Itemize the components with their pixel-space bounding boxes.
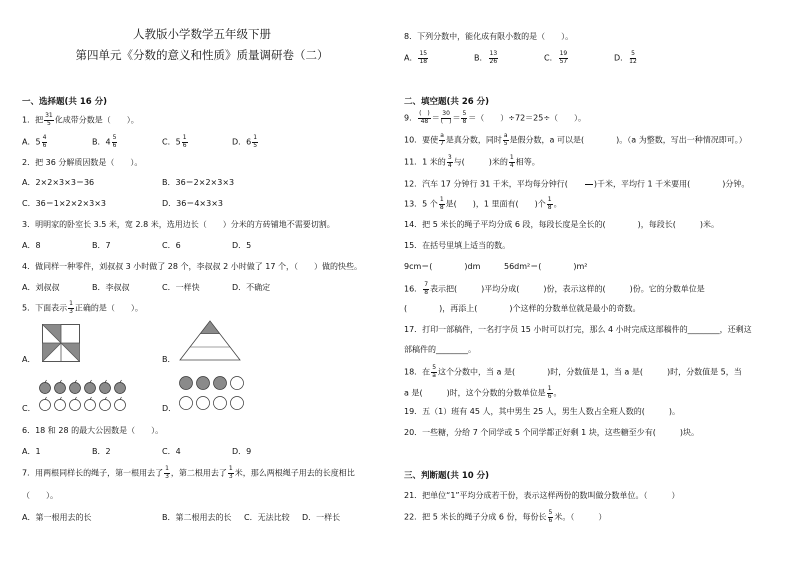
q2-option-b[interactable]: B．36＝2×2×3×3 bbox=[162, 178, 235, 187]
section-judge-heading: 三、判断题(共 10 分) bbox=[404, 471, 490, 481]
question-11: 11．1 米的 $\frac{3}{4}$ 与( )米的 $\frac{1}{4}$ 相等。 bbox=[404, 154, 540, 169]
section-fill-heading: 二、填空题(共 26 分) bbox=[404, 97, 490, 107]
q2-option-d[interactable]: D．36＝4×3×3 bbox=[162, 199, 224, 208]
q1-option-b[interactable]: B．4 $\frac{5}{6}$ bbox=[92, 134, 117, 149]
question-15-item-a: 9cm＝( )dm bbox=[404, 262, 481, 271]
q6-option-a[interactable]: A．1 bbox=[22, 447, 41, 456]
question-16: 16． $\frac{7}{8}$ 表示把( )平均分成( )份，表示这样的( )份。它的分数单位是 bbox=[404, 281, 705, 296]
question-3: 3．明明家的卧室长 3.5 米，宽 2.8 米，选用边长（ ）分米的方砖铺地不需要切割。 bbox=[22, 220, 335, 229]
apple-stem bbox=[90, 380, 92, 383]
question-20: 20．一些糖，分给 7 个同学或 5 个同学都正好剩 1 块，这些糖至少有( )块。 bbox=[404, 428, 699, 437]
question-18: 18．在 $\frac{5}{a}$ 这个分数中，当 a 是( )时，分数值是 1，当 a 是( )时，分数值是 5，当 bbox=[404, 364, 742, 379]
apple-stem bbox=[60, 380, 62, 383]
circle-shape bbox=[197, 397, 210, 410]
circle-shape bbox=[231, 377, 244, 390]
page-title: 人教版小学数学五年级下册 bbox=[133, 27, 271, 41]
apple-stem bbox=[75, 380, 77, 383]
apple-icon bbox=[100, 383, 111, 394]
q3-option-a[interactable]: A．8 bbox=[22, 241, 41, 250]
apple-stem bbox=[120, 380, 122, 383]
q3-option-b[interactable]: B．7 bbox=[92, 241, 111, 250]
page-subtitle: 第四单元《分数的意义和性质》质量调研卷（二） bbox=[75, 48, 329, 62]
question-5: 5．下面表示 $\frac{1}{3}$ 正确的是（ ）。 bbox=[22, 300, 143, 315]
q5-option-b[interactable]: B． bbox=[162, 355, 176, 364]
question-21: 21．把单位“1”平均分成若干份，表示这样两份的数叫做分数单位。（ ） bbox=[404, 491, 680, 500]
section-choice-heading: 一、选择题(共 16 分) bbox=[22, 97, 108, 107]
q7-option-a[interactable]: A．第一根用去的长 bbox=[22, 513, 92, 522]
apple-icon bbox=[70, 383, 81, 394]
question-14: 14．把 5 米长的绳子平均分成 6 段，每段长度是全长的( )，每段长( )米。 bbox=[404, 220, 720, 229]
question-19: 19．五（1）班有 45 人，其中男生 25 人，男生人数占全班人数的( )。 bbox=[404, 407, 681, 416]
q5-option-d[interactable]: D． bbox=[162, 404, 177, 413]
circle-shape bbox=[180, 377, 193, 390]
apple-stem bbox=[90, 397, 92, 400]
question-16-line2: ( )，再添上( )个这样的分数单位就是最小的奇数。 bbox=[404, 304, 641, 313]
question-12: 12．汽车 17 分钟行 31 千米，平均每分钟行( )千米，平均行 1 千米要用( )分钟。 bbox=[404, 177, 749, 191]
question-9: 9． $\frac{( )}{48}$ ＝ $\frac{30}{( )}$ ＝ $\frac{5}{8}$ ＝（ ）÷72＝25÷（ ）。 bbox=[404, 110, 587, 125]
question-7: 7．用两根同样长的绳子，第一根用去了 $\frac{1}{3}$ ，第二根用去了 $\frac{1}{3}$ 米，那么两根绳子用去的长度相比 bbox=[22, 465, 355, 480]
q8-option-b[interactable]: B． $\frac{13}{26}$ bbox=[474, 50, 498, 65]
q4-option-a[interactable]: A．刘叔叔 bbox=[22, 283, 60, 292]
q3-option-d[interactable]: D．5 bbox=[232, 241, 252, 250]
apple-stem bbox=[120, 397, 122, 400]
circle-shape bbox=[197, 377, 210, 390]
q6-option-c[interactable]: C．4 bbox=[162, 447, 181, 456]
q5-option-c[interactable]: C． bbox=[22, 404, 36, 413]
q1-option-d[interactable]: D．6 $\frac{1}{5}$ bbox=[232, 134, 258, 149]
circle-shape bbox=[231, 397, 244, 410]
apple-icon bbox=[85, 383, 96, 394]
q4-option-c[interactable]: C．一样快 bbox=[162, 283, 200, 292]
question-15-item-b: 56dm²＝( )m² bbox=[504, 262, 588, 271]
q6-option-b[interactable]: B．2 bbox=[92, 447, 111, 456]
circle-shape bbox=[214, 397, 227, 410]
apple-stem bbox=[45, 380, 47, 383]
apple-stem bbox=[105, 380, 107, 383]
q5-circles-figure bbox=[178, 374, 248, 414]
q5-option-a[interactable]: A． bbox=[22, 355, 36, 364]
q5-triangle-figure bbox=[178, 320, 242, 362]
q4-option-b[interactable]: B．李叔叔 bbox=[92, 283, 130, 292]
question-6: 6．18 和 28 的最大公因数是（ ）。 bbox=[22, 426, 164, 435]
apple-icon bbox=[40, 383, 51, 394]
question-10: 10．要使 $\frac{a}{7}$ 是真分数，同时 $\frac{a}{5}$ 是假分数，a 可以是( )。（a 为整数，写出一种情况即可。） bbox=[404, 132, 747, 147]
q7-option-d[interactable]: D．一样长 bbox=[302, 513, 341, 522]
apple-stem bbox=[45, 397, 47, 400]
q8-option-d[interactable]: D． $\frac{5}{12}$ bbox=[614, 50, 637, 65]
apple-icon bbox=[55, 383, 66, 394]
q3-option-c[interactable]: C．6 bbox=[162, 241, 181, 250]
q7-option-b[interactable]: B．第二根用去的长 bbox=[162, 513, 232, 522]
question-13: 13．5 个 $\frac{1}{8}$ 是( )，1 里面有( )个 $\frac{1}{8}$ 。 bbox=[404, 196, 562, 211]
q7-option-c[interactable]: C．无法比较 bbox=[244, 513, 290, 522]
q6-option-d[interactable]: D．9 bbox=[232, 447, 252, 456]
circle-shape bbox=[214, 377, 227, 390]
apple-stem bbox=[60, 397, 62, 400]
q1-option-a[interactable]: A．5 $\frac{4}{6}$ bbox=[22, 134, 47, 149]
q5-apples-figure bbox=[38, 379, 130, 415]
apple-icon bbox=[70, 400, 81, 411]
q1-option-c[interactable]: C．5 $\frac{1}{6}$ bbox=[162, 134, 187, 149]
q2-option-a[interactable]: A．2×2×3×3＝36 bbox=[22, 178, 95, 187]
question-8: 8．下列分数中，能化成有限小数的是（ ）。 bbox=[404, 32, 574, 41]
question-2: 2．把 36 分解质因数是（ ）。 bbox=[22, 158, 143, 167]
apple-icon bbox=[115, 383, 126, 394]
q2-option-c[interactable]: C．36＝1×2×2×3×3 bbox=[22, 199, 107, 208]
apple-icon bbox=[85, 400, 96, 411]
apple-icon bbox=[55, 400, 66, 411]
circle-shape bbox=[180, 397, 193, 410]
question-17: 17．打印一部稿件，一名打字员 15 小时可以打完，那么 4 小时完成这部稿件的________，还剩这 bbox=[404, 325, 752, 334]
question-1: 1．把 $\frac{31}{5}$ 化成带分数是（ ）。 bbox=[22, 112, 139, 127]
question-18-line2: a 是( )时，这个分数的分数单位是 $\frac{1}{6}$ 。 bbox=[404, 385, 562, 400]
question-17-line2: 部稿件的________。 bbox=[404, 345, 476, 354]
question-15: 15．在括号里填上适当的数。 bbox=[404, 241, 511, 250]
q4-option-d[interactable]: D．不确定 bbox=[232, 283, 271, 292]
apple-stem bbox=[75, 397, 77, 400]
q5-square-figure bbox=[42, 324, 80, 362]
apple-icon bbox=[40, 400, 51, 411]
question-7-line2: （ ）。 bbox=[22, 491, 58, 500]
question-4: 4．做同样一种零件，刘叔叔 3 小时做了 28 个，李叔叔 2 小时做了 17 个，（ ）做的快些。 bbox=[22, 262, 362, 271]
q8-option-c[interactable]: C． $\frac{19}{57}$ bbox=[544, 50, 568, 65]
apple-icon bbox=[115, 400, 126, 411]
apple-stem bbox=[105, 397, 107, 400]
apple-icon bbox=[100, 400, 111, 411]
q8-option-a[interactable]: A． $\frac{15}{18}$ bbox=[404, 50, 428, 65]
question-22: 22．把 5 米长的绳子分成 6 份，每份长 $\frac{5}{6}$ 米。（ ） bbox=[404, 509, 607, 524]
